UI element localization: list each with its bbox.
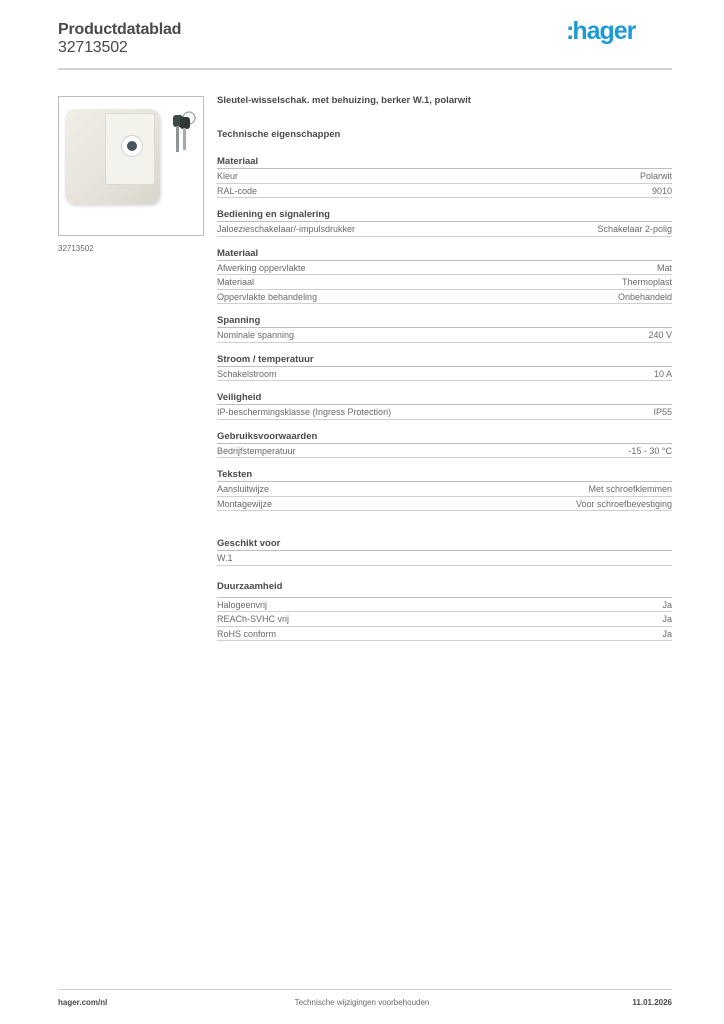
section-title: Materiaal (217, 155, 672, 169)
section-title: Materiaal (217, 247, 672, 261)
spec-value: Thermoplast (621, 277, 672, 287)
section-title: Gebruiksvoorwaarden (217, 430, 672, 444)
section-bediening (217, 208, 672, 237)
section-teksten (217, 468, 672, 511)
section-title: Stroom / temperatuur (217, 353, 672, 367)
spec-value: IP55 (653, 407, 672, 417)
section-materiaal-2 (217, 247, 672, 305)
footer-date: 11.01.2026 (632, 998, 672, 1007)
section-duurzaamheid (217, 580, 672, 642)
spec-row (217, 612, 672, 627)
section-veiligheid (217, 391, 672, 420)
spec-value: -15 - 30 °C (628, 445, 672, 456)
spec-label: Afwerking oppervlakte (217, 262, 306, 273)
section-title: Spanning (217, 314, 672, 328)
keys-icon (163, 109, 203, 159)
spec-label: Halogeenvrij (217, 599, 268, 610)
logo-colon: : (566, 17, 573, 45)
spec-label: Aansluitwijze (217, 484, 270, 494)
spec-row (217, 261, 672, 276)
section-title: Duurzaamheid (217, 580, 672, 598)
spec-value: Onbehandeld (617, 291, 672, 302)
spec-row (217, 444, 672, 459)
spec-label: Jaloezieschakelaar/-impulsdrukker (217, 224, 356, 234)
section-title: Veiligheid (217, 391, 672, 405)
spec-value: Met schroefklemmen (588, 484, 672, 494)
spec-value: 9010 (651, 185, 672, 196)
section-geschikt-voor (217, 537, 672, 566)
spec-label: Nominale spanning (217, 330, 295, 340)
logo-text: hager (572, 17, 636, 45)
spec-row (217, 184, 672, 199)
spec-row (217, 627, 672, 642)
product-description: Sleutel-wisselschak. met behuizing, berker W.1, polarwit (217, 95, 471, 106)
spec-label: IP-beschermingsklasse (Ingress Protection) (217, 407, 392, 417)
spec-row (217, 169, 672, 184)
section-title: Geschikt voor (217, 537, 672, 551)
spec-label: Bedrijfstemperatuur (217, 445, 296, 456)
lock-cylinder-shape (127, 141, 137, 151)
spec-value: 10 A (653, 368, 672, 379)
spec-label: W.1 (217, 553, 233, 563)
specifications (217, 95, 672, 641)
spec-value: Voor schroefbevestiging (575, 498, 672, 509)
spec-row (217, 222, 672, 237)
section-materiaal (217, 155, 672, 198)
spec-value: Ja (662, 628, 672, 639)
product-image (58, 96, 204, 236)
page-title: Productdatablad (58, 21, 182, 38)
spec-value: 240 V (648, 330, 672, 340)
section-spanning (217, 314, 672, 343)
spec-row (217, 551, 672, 566)
spec-label: Kleur (217, 171, 239, 181)
spec-label: Schakelstroom (217, 368, 277, 379)
section-stroom (217, 353, 672, 382)
spec-row (217, 290, 672, 305)
section-title: Teksten (217, 468, 672, 482)
section-title: Bediening en signalering (217, 208, 672, 222)
image-caption: 32713502 (58, 244, 94, 253)
spec-row (217, 367, 672, 382)
spec-value: Schakelaar 2-polig (597, 224, 672, 234)
spec-label: RoHS conform (217, 628, 277, 639)
spec-label: RAL-code (217, 185, 258, 196)
spec-label: REACh-SVHC vrij (217, 614, 290, 624)
spec-row (217, 328, 672, 343)
spec-value: Mat (656, 262, 672, 273)
spec-row (217, 497, 672, 512)
header-divider (58, 68, 672, 70)
spec-value: Ja (662, 599, 672, 610)
spec-value: Ja (662, 614, 672, 624)
technical-properties-heading: Technische eigenschappen (217, 129, 341, 140)
footer-divider (58, 989, 672, 990)
spec-row (217, 598, 672, 613)
product-number: 32713502 (58, 39, 128, 56)
spec-row (217, 482, 672, 497)
spec-value: Polarwit (639, 171, 672, 181)
spec-label: Materiaal (217, 277, 255, 287)
footer-website-link[interactable]: hager.com/nl (58, 998, 108, 1007)
spec-label: Oppervlakte behandeling (217, 291, 318, 302)
hager-logo (566, 17, 635, 46)
spec-label: Montagewijze (217, 498, 273, 509)
spec-row (217, 275, 672, 290)
footer-disclaimer: Technische wijzigingen voorbehouden (294, 998, 430, 1007)
section-gebruiksvoorwaarden (217, 430, 672, 459)
spec-row (217, 405, 672, 420)
